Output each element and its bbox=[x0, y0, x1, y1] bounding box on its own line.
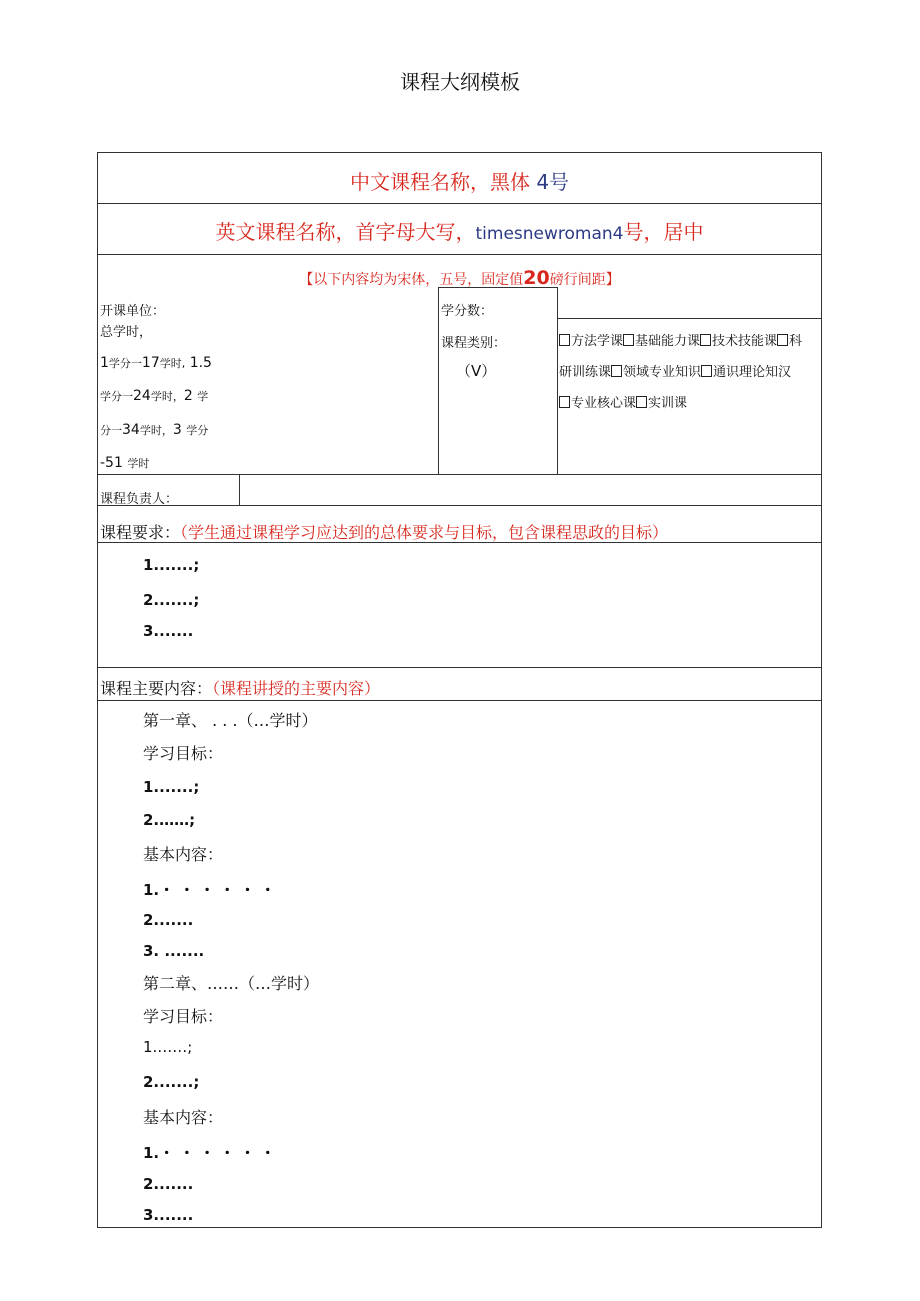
content-item: 1.・ ・ ・ ・ ・ ・ bbox=[143, 881, 276, 899]
divider bbox=[557, 287, 558, 474]
font-size-suffix: 号 bbox=[549, 170, 570, 194]
category-label: 课程类别： bbox=[441, 336, 507, 351]
goal-item: 1.......; bbox=[143, 778, 200, 796]
goal-item: 2.……; bbox=[143, 811, 196, 829]
divider bbox=[97, 474, 822, 475]
unit-label: 开课单位： bbox=[100, 304, 166, 319]
chapter-heading: 第二章、……（…学时） bbox=[143, 974, 320, 993]
format-note-suffix: 磅行间距】 bbox=[549, 272, 620, 288]
category-options-line-1: 方法学课 基础能力课 技术技能课 科 bbox=[559, 330, 802, 349]
category-mark: （V） bbox=[456, 362, 497, 380]
content-label: 基本内容： bbox=[143, 845, 224, 864]
goal-item: 2.......; bbox=[143, 1073, 200, 1091]
chinese-course-name-text: 中文课程名称，黑体 bbox=[349, 170, 530, 194]
goal-item: 1.……; bbox=[143, 1038, 193, 1056]
checkbox-icon[interactable] bbox=[777, 334, 788, 346]
main-content-label: 课程主要内容： bbox=[100, 679, 213, 698]
requirement-item: 3....... bbox=[143, 622, 194, 640]
divider bbox=[557, 318, 822, 319]
category-options-line-2: 研训练课 领域专业知识 通识理论知汉 bbox=[559, 365, 792, 380]
content-label: 基本内容： bbox=[143, 1108, 224, 1127]
checkbox-icon[interactable] bbox=[611, 365, 622, 377]
chinese-course-name-row bbox=[97, 166, 822, 195]
content-item: 3. ....... bbox=[143, 942, 205, 960]
category-options-line-3: 专业核心课 实训课 bbox=[559, 392, 687, 411]
requirement-item: 2.......; bbox=[143, 591, 200, 609]
checkbox-icon[interactable] bbox=[559, 334, 570, 346]
owner-label: 课程负责人： bbox=[100, 492, 179, 507]
content-item: 2....... bbox=[143, 1175, 194, 1193]
goal-label: 学习目标： bbox=[143, 1007, 224, 1026]
hours-line-3: 分一34学时，3 学分 bbox=[100, 422, 209, 438]
content-item: 2....... bbox=[143, 911, 194, 929]
divider bbox=[438, 287, 439, 474]
divider bbox=[97, 667, 822, 668]
content-item: 1.・ ・ ・ ・ ・ ・ bbox=[143, 1144, 276, 1162]
requirements-hint: （学生通过课程学习应达到的总体要求与目标，包含课程思政的目标） bbox=[180, 523, 669, 542]
credit-label: 学分数： bbox=[441, 304, 494, 319]
divider bbox=[97, 203, 822, 204]
main-content-row bbox=[100, 676, 380, 699]
requirement-item: 1.......; bbox=[143, 556, 200, 574]
hours-line-1: 1学分一17学时, 1.5 bbox=[100, 355, 212, 371]
english-font-name: timesnewroman4 bbox=[475, 224, 624, 244]
divider bbox=[97, 505, 822, 506]
requirements-row bbox=[100, 520, 668, 543]
english-name-suffix: 号，居中 bbox=[623, 220, 704, 244]
checkbox-icon[interactable] bbox=[559, 396, 570, 408]
checkbox-icon[interactable] bbox=[623, 334, 634, 346]
requirements-label: 课程要求： bbox=[100, 523, 181, 542]
divider bbox=[97, 254, 822, 255]
document-title: 课程大纲模板 bbox=[400, 70, 520, 94]
checkbox-icon[interactable] bbox=[700, 334, 711, 346]
hours-line-2: 学分一24学时，2 学 bbox=[100, 388, 209, 404]
total-hours-label: 总学时， bbox=[100, 325, 153, 340]
hours-line-4: -51 学时 bbox=[100, 455, 150, 471]
format-note-prefix: 【以下内容均为宋体，五号，固定值 bbox=[299, 272, 524, 288]
content-item: 3....... bbox=[143, 1206, 194, 1224]
format-note bbox=[97, 267, 822, 289]
checkbox-icon[interactable] bbox=[636, 396, 647, 408]
checkbox-icon[interactable] bbox=[701, 365, 712, 377]
divider bbox=[239, 474, 240, 505]
english-course-name-row bbox=[97, 216, 822, 245]
goal-label: 学习目标： bbox=[143, 744, 224, 763]
format-note-value: 20 bbox=[523, 267, 550, 289]
chapter-heading: 第一章、 . . .（…学时） bbox=[143, 711, 318, 730]
font-size-number: 4 bbox=[536, 170, 550, 194]
divider bbox=[97, 700, 822, 701]
main-content-hint: （课程讲授的主要内容） bbox=[212, 679, 381, 698]
english-name-prefix: 英文课程名称，首字母大写， bbox=[215, 220, 476, 244]
